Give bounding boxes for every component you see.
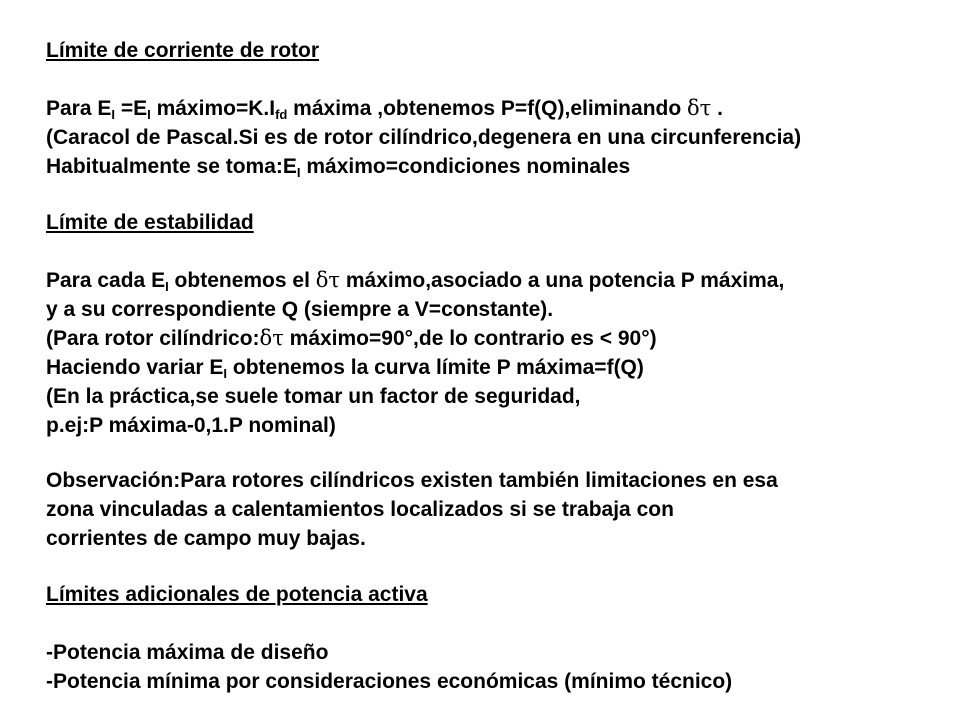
rotor-current-limit-heading: Límite de corriente de rotor (46, 39, 320, 62)
text-fragment: Para cada E (46, 269, 166, 292)
stability-limit-line-4 (46, 353, 784, 382)
list-item: -Potencia máxima de diseño (46, 641, 329, 664)
subscript: fd (275, 107, 288, 122)
stability-limit-line-6: p.ej:P máxima-0,1.P nominal) (46, 414, 336, 437)
rotor-current-limit-line-1 (46, 94, 801, 123)
text-fragment: máximo=K.I (150, 97, 276, 120)
stability-limit-section (46, 208, 784, 440)
rotor-current-limit-line-3 (46, 152, 801, 181)
subscript: I (223, 366, 228, 381)
observation-section (46, 466, 778, 553)
delta-tau-symbol: δτ (687, 96, 712, 120)
text-fragment: . (711, 97, 723, 120)
text-fragment: Haciendo variar E (46, 356, 224, 379)
additional-limits-section (46, 580, 732, 696)
text-fragment: Habitualmente se toma:E (46, 155, 297, 178)
text-fragment: Para E (46, 97, 112, 120)
stability-limit-line-3 (46, 324, 784, 353)
text-fragment: (Para rotor cilíndrico: (46, 327, 260, 350)
subscript: I (296, 165, 301, 180)
text-fragment: máximo=90°,de lo contrario es < 90°) (283, 327, 657, 350)
text-fragment: máximo=condiciones nominales (300, 155, 631, 178)
observation-line-1: Observación:Para rotores cilíndricos existen también limitaciones en esa (46, 469, 778, 492)
text-fragment: máximo,asociado a una potencia P máxima, (340, 269, 785, 292)
additional-limits-heading: Límites adicionales de potencia activa (46, 583, 428, 606)
list-item: -Potencia mínima por consideraciones económicas (mínimo técnico) (46, 670, 733, 693)
subscript: I (111, 107, 116, 122)
observation-line-2: zona vinculadas a calentamientos localizados si se trabaja con (46, 498, 674, 521)
subscript: I (165, 279, 169, 294)
stability-limit-line-5: (En la práctica,se suele tomar un factor de seguridad, (46, 385, 581, 408)
text-fragment: =E (115, 97, 148, 120)
stability-limit-line-1 (46, 266, 784, 295)
rotor-current-limit-section (46, 36, 801, 181)
stability-limit-heading: Límite de estabilidad (46, 211, 254, 234)
stability-limit-line-2: y a su correspondiente Q (siempre a V=constante). (46, 298, 554, 321)
text-fragment: obtenemos el (168, 269, 316, 292)
text-fragment: obtenemos la curva límite P máxima=f(Q) (227, 356, 644, 379)
rotor-current-limit-line-2: (Caracol de Pascal.Si es de rotor cilíndrico,degenera en una circunferencia) (46, 126, 802, 149)
observation-line-3: corrientes de campo muy bajas. (46, 527, 366, 550)
delta-tau-symbol: δτ (259, 326, 284, 350)
delta-tau-symbol: δτ (315, 268, 341, 292)
text-fragment: máxima ,obtenemos P=f(Q),eliminando (287, 97, 688, 120)
subscript: I (147, 107, 151, 122)
